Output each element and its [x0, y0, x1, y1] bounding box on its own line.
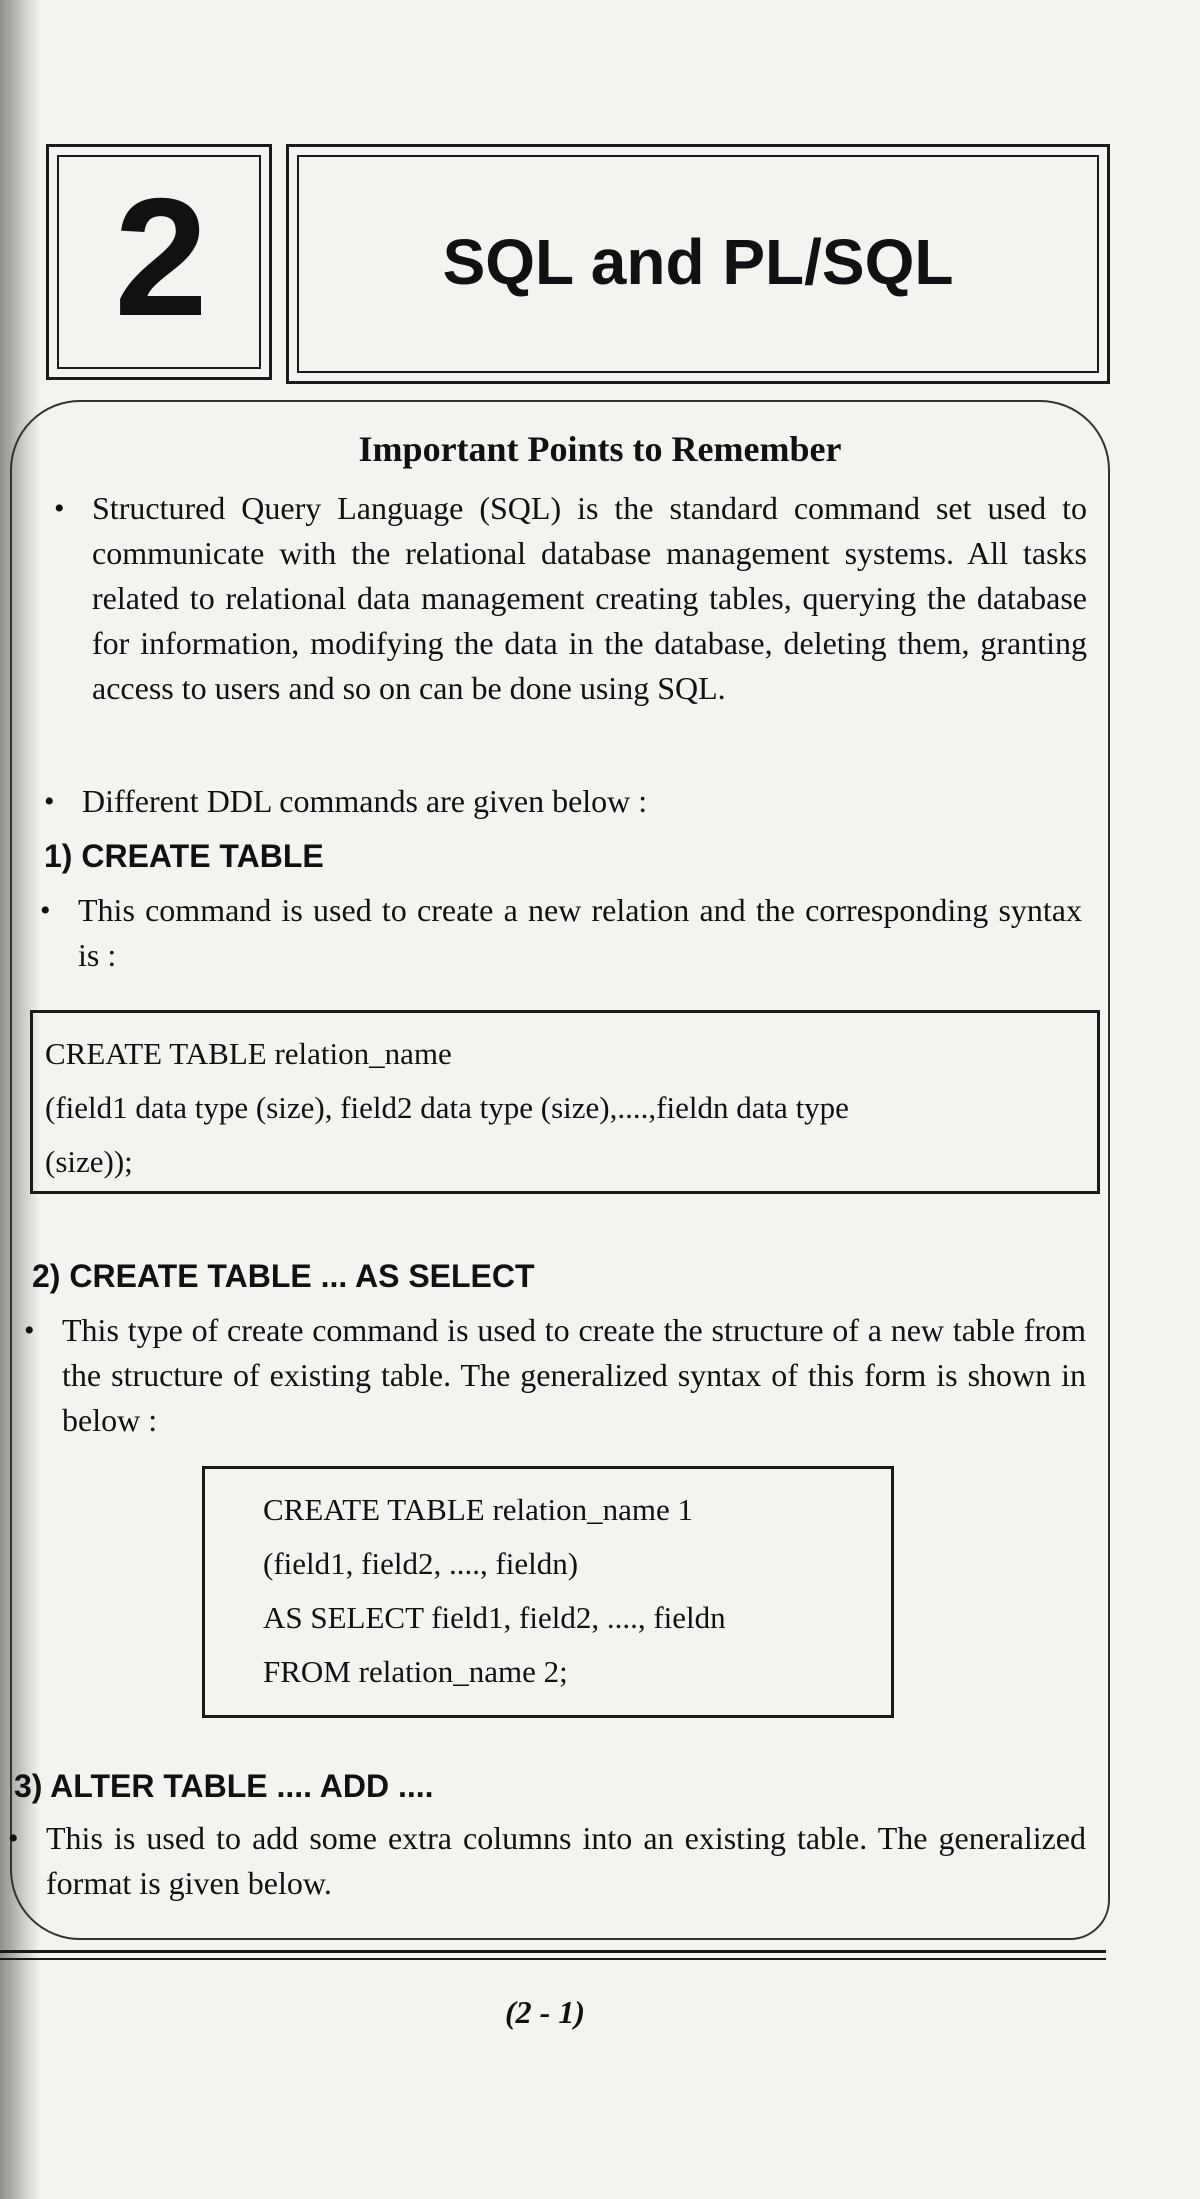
- section-2-paragraph: [24, 1308, 1086, 1443]
- code-line: FROM relation_name 2;: [263, 1654, 568, 1689]
- intro-text: Structured Query Language (SQL) is the standard command set used to communicate with the relational database management systems. All tasks related to relational data management creating tables, querying the database for information, modifying the data in the database, deleting them, granting access to users and so on can be done using SQL.: [92, 490, 1087, 706]
- page-number: (2 - 1): [505, 1994, 585, 2030]
- chapter-number-box: [46, 144, 272, 380]
- section-3-heading: 3) ALTER TABLE .... ADD ....: [14, 1768, 434, 1804]
- section-1-paragraph: [40, 888, 1082, 978]
- bullet-icon: •: [24, 1314, 35, 1347]
- code-line: (size));: [45, 1144, 133, 1179]
- section-2-heading: 2) CREATE TABLE ... AS SELECT: [32, 1258, 535, 1294]
- bullet-icon: •: [40, 894, 51, 927]
- code-line: (field1, field2, ...., fieldn): [263, 1546, 579, 1581]
- bullet-icon: •: [8, 1822, 19, 1855]
- ddl-intro-paragraph: [44, 779, 1082, 824]
- section-2-code-box: [202, 1466, 894, 1718]
- chapter-number: 2: [114, 163, 204, 351]
- chapter-title: SQL and PL/SQL: [442, 226, 954, 298]
- chapter-title-box: [286, 144, 1110, 384]
- panel-heading: Important Points to Remember: [358, 429, 842, 469]
- bullet-icon: •: [44, 785, 55, 818]
- code-line: AS SELECT field1, field2, ...., fieldn: [263, 1600, 726, 1635]
- bullet-icon: •: [54, 492, 65, 525]
- section-1-text: This command is used to create a new relation and the corresponding syntax is :: [78, 892, 1082, 973]
- section-1-code-box: [30, 1010, 1100, 1194]
- section-3-paragraph: [8, 1816, 1086, 1906]
- section-2-text: This type of create command is used to create the structure of a new table from the structure of existing table. The generalized syntax of this form is shown in below :: [62, 1312, 1086, 1438]
- ddl-intro-text: Different DDL commands are given below :: [82, 783, 648, 819]
- intro-paragraph: [54, 486, 1087, 711]
- footer-rule: [0, 1950, 1106, 1953]
- code-line: CREATE TABLE relation_name 1: [263, 1492, 694, 1527]
- section-1-heading: 1) CREATE TABLE: [44, 838, 324, 874]
- code-line: CREATE TABLE relation_name: [45, 1036, 452, 1071]
- code-line: (field1 data type (size), field2 data type (size),....,fieldn data type: [45, 1090, 849, 1125]
- footer-rule: [0, 1958, 1106, 1960]
- section-3-text: This is used to add some extra columns into an existing table. The generalized format is given below.: [46, 1820, 1086, 1901]
